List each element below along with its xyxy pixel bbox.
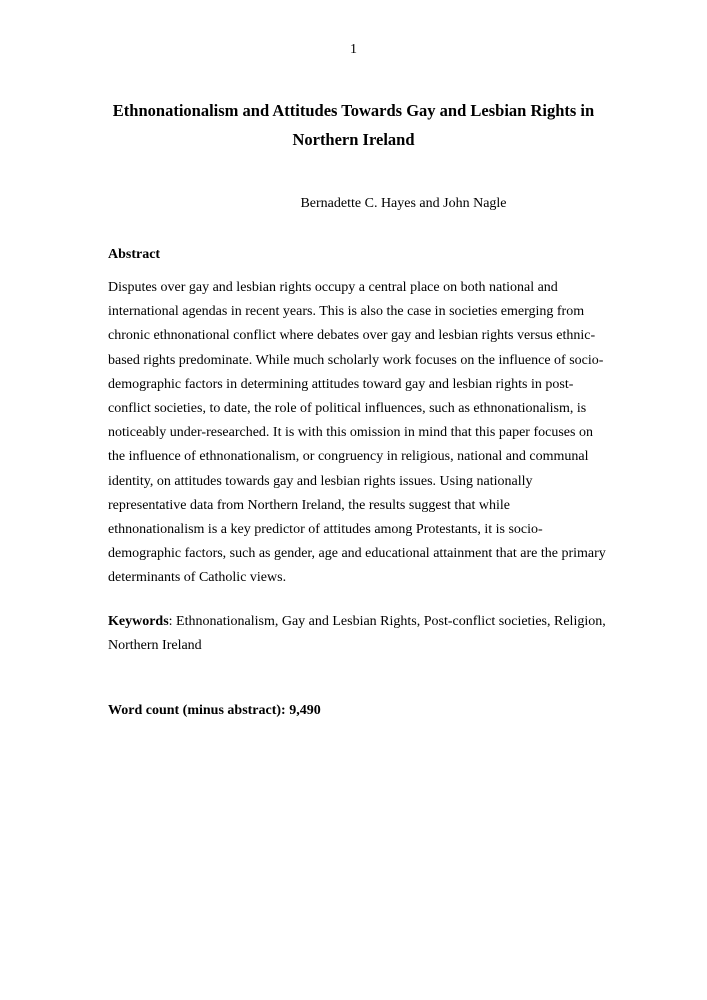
- abstract-heading: Abstract: [108, 247, 161, 262]
- page-number: 1: [350, 42, 357, 57]
- keywords: [108, 610, 608, 658]
- keywords-list: : Ethnonationalism, Gay and Lesbian Rights, Post-conflict societies, Religion, Northern Ireland: [108, 614, 606, 654]
- abstract-text: Disputes over gay and lesbian rights occupy a central place on both national and international agendas in recent years. This is also the case in societies emerging from chronic ethnonational conflict where debates over gay and lesbian rights versus ethnic-based rights predominate. While much scholarly work focuses on the influence of socio-demographic factors in determining attitudes toward gay and lesbian rights in post-conflict societies, to date, the role of political influences, such as ethnonationalism, is noticeably under-researched. It is with this omission in mind that this paper focuses on the influence of ethnonationalism, or congruency in religious, national and communal identity, on attitudes towards gay and lesbian rights issues. Using nationally representative data from Northern Ireland, the results suggest that while ethnonationalism is a key predictor of attitudes among Protestants, it is socio-demographic factors, such as gender, age and educational attainment that are the primary determinants of Catholic views.: [108, 280, 606, 586]
- keywords-label: Keywords: [108, 614, 169, 629]
- paper-title: Ethnonationalism and Attitudes Towards Gay and Lesbian Rights in Northern Ireland: [112, 101, 595, 149]
- word-count: Word count (minus abstract): 9,490: [108, 703, 321, 718]
- authors: Bernadette C. Hayes and John Nagle: [300, 196, 507, 211]
